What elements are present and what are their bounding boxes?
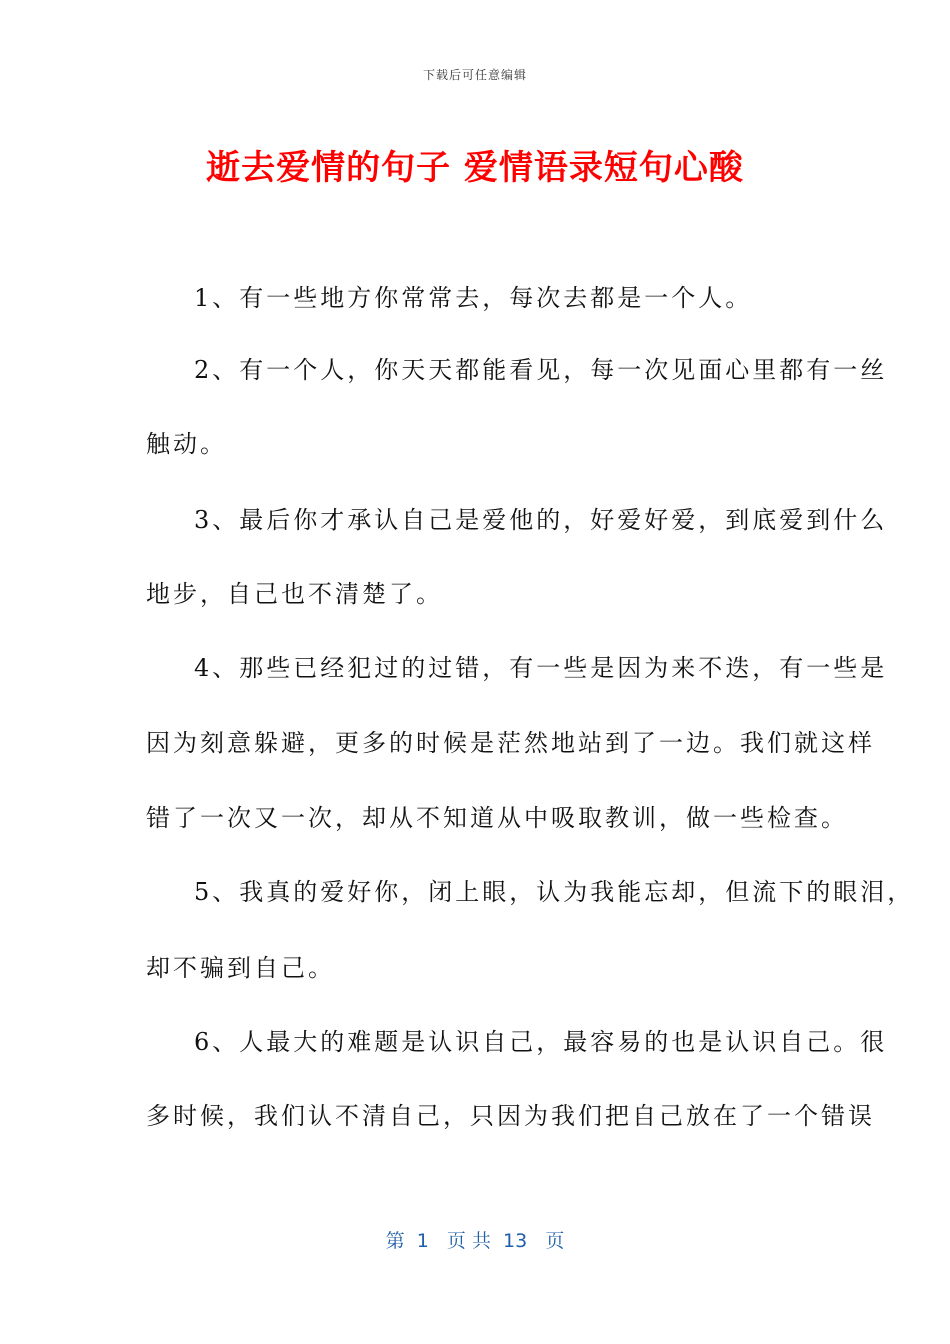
paragraph-line: 多时候，我们认不清自己，只因为我们把自己放在了一个错误 xyxy=(146,1102,875,1130)
paragraph-line: 地步，自己也不清楚了。 xyxy=(146,580,443,608)
paragraph-line: 3、最后你才承认自己是爱他的，好爱好爱，到底爱到什么 xyxy=(194,506,888,534)
page-number-footer: 第 1 页 共 13 页 xyxy=(385,1230,565,1252)
paragraph-line: 6、人最大的难题是认识自己，最容易的也是认识自己。很 xyxy=(194,1028,888,1056)
paragraph-line: 却不骗到自己。 xyxy=(146,954,335,982)
paragraph-line: 4、那些已经犯过的过错，有一些是因为来不迭，有一些是 xyxy=(194,654,888,682)
paragraph-line: 因为刻意躲避，更多的时候是茫然地站到了一边。我们就这样 xyxy=(146,729,875,757)
paragraph-line: 5、我真的爱好你，闭上眼，认为我能忘却，但流下的眼泪， xyxy=(194,878,915,906)
document-title: 逝去爱情的句子 爱情语录短句心酸 xyxy=(206,148,744,188)
paragraph-line: 触动。 xyxy=(146,430,227,458)
paragraph-line: 2、有一个人，你天天都能看见，每一次见面心里都有一丝 xyxy=(194,356,888,384)
header-note: 下载后可任意编辑 xyxy=(422,68,527,82)
paragraph-line: 1、有一些地方你常常去，每次去都是一个人。 xyxy=(194,284,753,312)
paragraph-line: 错了一次又一次，却从不知道从中吸取教训，做一些检查。 xyxy=(146,804,848,832)
